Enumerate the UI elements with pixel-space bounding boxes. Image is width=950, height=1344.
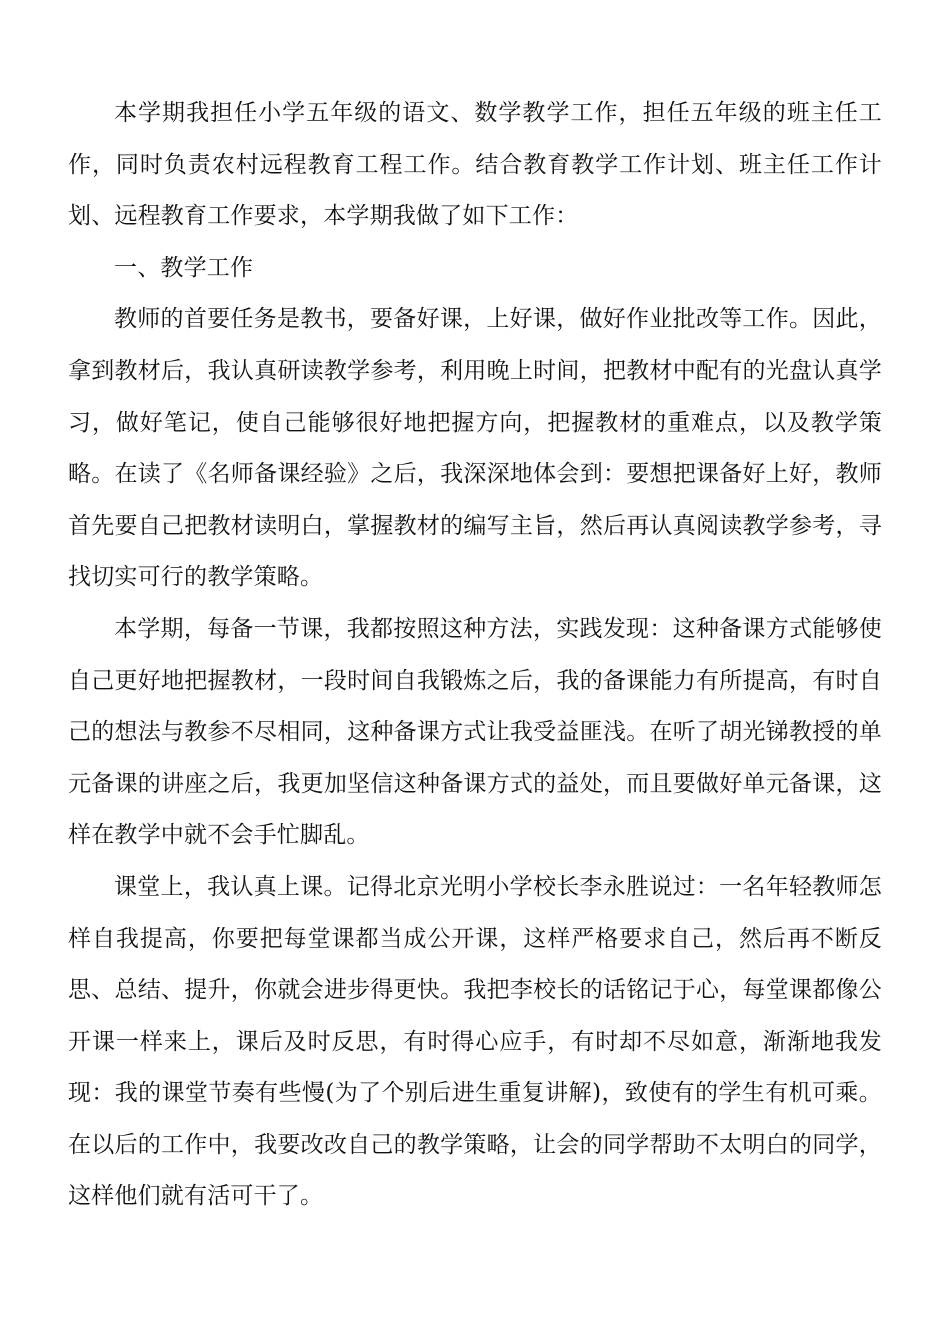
paragraph-classroom: 课堂上，我认真上课。记得北京光明小学校长李永胜说过：一名年轻教师怎样自我提高，你要把每堂课都当成公开课，这样严格要求自己，然后再不断反思、总结、提升，你就会进步得更快。我把李校长的话铭记于心，每堂课都像公开课一样来上，课后及时反思，有时得心应手，有时却不尽如意，渐渐地我发现：我的课堂节奏有些慢(为了个别后进生重复讲解)，致使有的学生有机可乘。在以后的工作中，我要改改自己的教学策略，让会的同学帮助不太明白的同学，这样他们就有活可干了。 (68, 873, 882, 1210)
paragraph-intro: 本学期我担任小学五年级的语文、数学教学工作，担任五年级的班主任工作，同时负责农村远程教育工程工作。结合教育教学工作计划、班主任工作计划、远程教育工作要求，本学期我做了如下工作： (68, 100, 882, 230)
paragraph-practice: 本学期，每备一节课，我都按照这种方法，实践发现：这种备课方式能够使自己更好地把握教材，一段时间自我锻炼之后，我的备课能力有所提高，有时自己的想法与教参不尽相同，这种备课方式让我受益匪浅。在听了胡光锑教授的单元备课的讲座之后，我更加坚信这种备课方式的益处，而且要做好单元备课，这样在教学中就不会手忙脚乱。 (68, 615, 882, 849)
section-heading-teaching: 一、教学工作 (114, 254, 254, 281)
document-body (68, 88, 882, 1223)
paragraph-lesson-prep: 教师的首要任务是教书，要备好课，上好课，做好作业批改等工作。因此，拿到教材后，我认真研读教学参考，利用晚上时间，把教材中配有的光盘认真学习，做好笔记，使自己能够很好地把握方向，把握教材的重难点，以及教学策略。在读了《名师备课经验》之后，我深深地体会到：要想把课备好上好，教师首先要自己把教材读明白，掌握教材的编写主旨，然后再认真阅读教学参考，寻找切实可行的教学策略。 (68, 306, 882, 591)
